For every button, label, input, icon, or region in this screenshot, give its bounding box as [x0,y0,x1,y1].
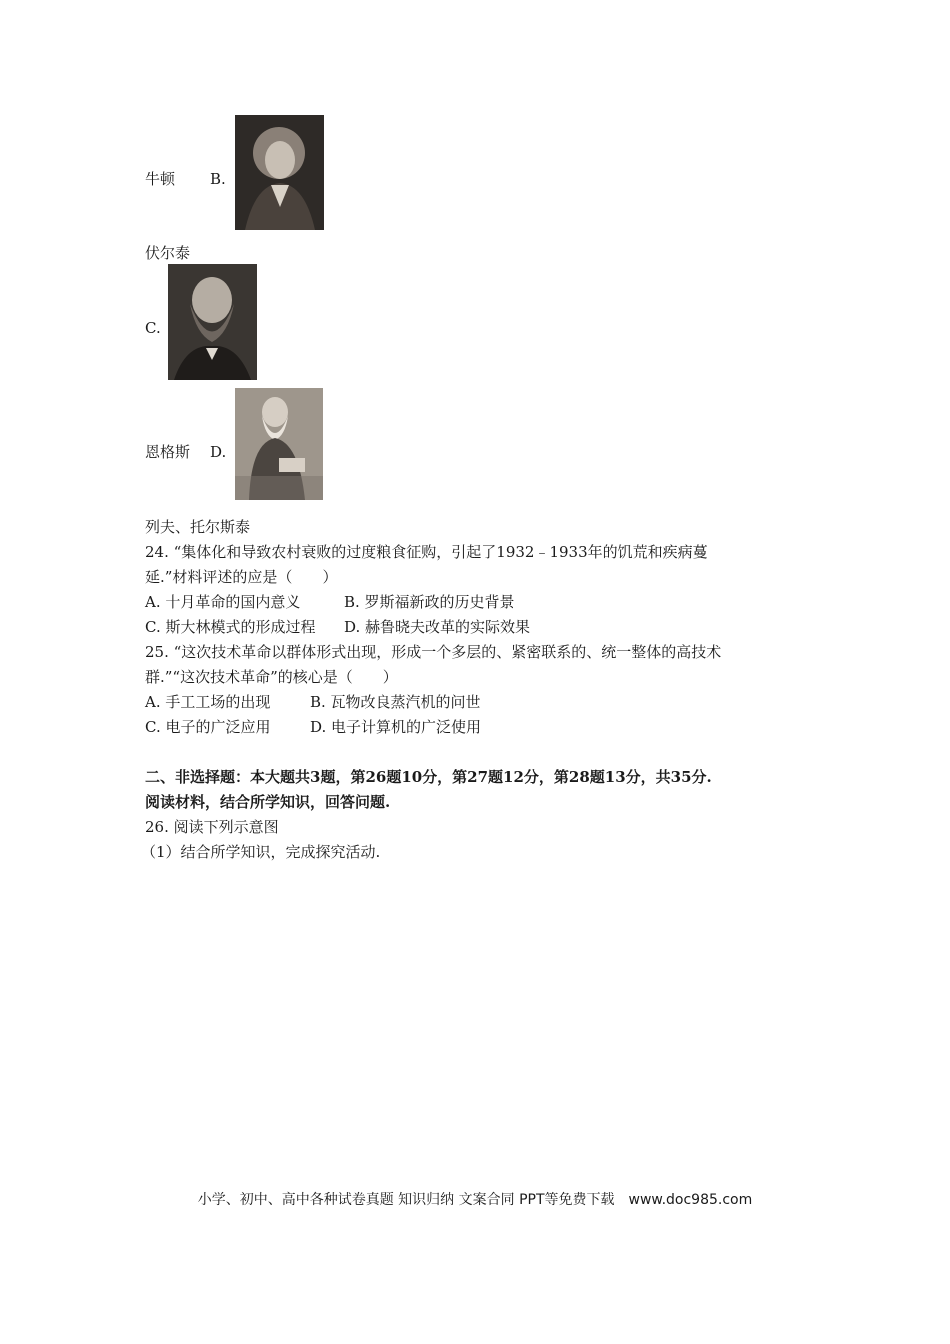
section2-heading-line2: 阅读材料，结合所学知识，回答问题. [145,793,391,811]
q25-option-b: B. 瓦物改良蒸汽机的问世 [310,693,481,711]
option-c-label-engels: 恩格斯 [145,443,191,461]
q24-option-d: D. 赫鲁晓夫改革的实际效果 [344,618,531,636]
engels-portrait-image [168,264,257,380]
page-footer: 小学、初中、高中各种试卷真题 知识归纳 文案合同 PPT等免费下载 www.doc985.com [197,1192,753,1208]
option-c-letter: C. [145,319,161,337]
option-d-label-tolstoy: 列夫、托尔斯泰 [145,518,251,536]
option-b-letter: B. [210,170,226,188]
voltaire-portrait-image [235,115,324,230]
option-b-label-voltaire: 伏尔泰 [145,244,191,262]
section2-heading-line1: 二、非选择题：本大题共3题，第26题10分，第27题12分，第28题13分，共35分. [145,768,712,786]
q25-stem-line2: 群.”“这次技术革命”的核心是（ ） [145,668,398,686]
q25-option-a: A. 手工工场的出现 [145,693,271,711]
q25-option-d: D. 电子计算机的广泛使用 [310,718,482,736]
option-d-letter: D. [210,443,227,461]
q25-stem-line1: 25. “这次技术革命以群体形式出现，形成一个多层的、紧密联系的、统一整体的高技术 [145,643,722,661]
tolstoy-portrait-image [235,388,323,500]
q26-stem: 26. 阅读下列示意图 [145,818,279,836]
q25-option-c: C. 电子的广泛应用 [145,718,271,736]
q24-option-a: A. 十月革命的国内意义 [145,593,301,611]
q24-option-c: C. 斯大林模式的形成过程 [145,618,316,636]
q24-option-b: B. 罗斯福新政的历史背景 [344,593,515,611]
option-a-label-newton: 牛顿 [145,170,176,188]
q26-subquestion-1: （1）结合所学知识，完成探究活动. [141,843,381,861]
q24-stem-line1: 24. “集体化和导致农村衰败的过度粮食征购，引起了1932﹣1933年的饥荒和疾病蔓 [145,543,708,561]
q24-stem-line2: 延.”材料评述的应是（ ） [145,568,338,586]
